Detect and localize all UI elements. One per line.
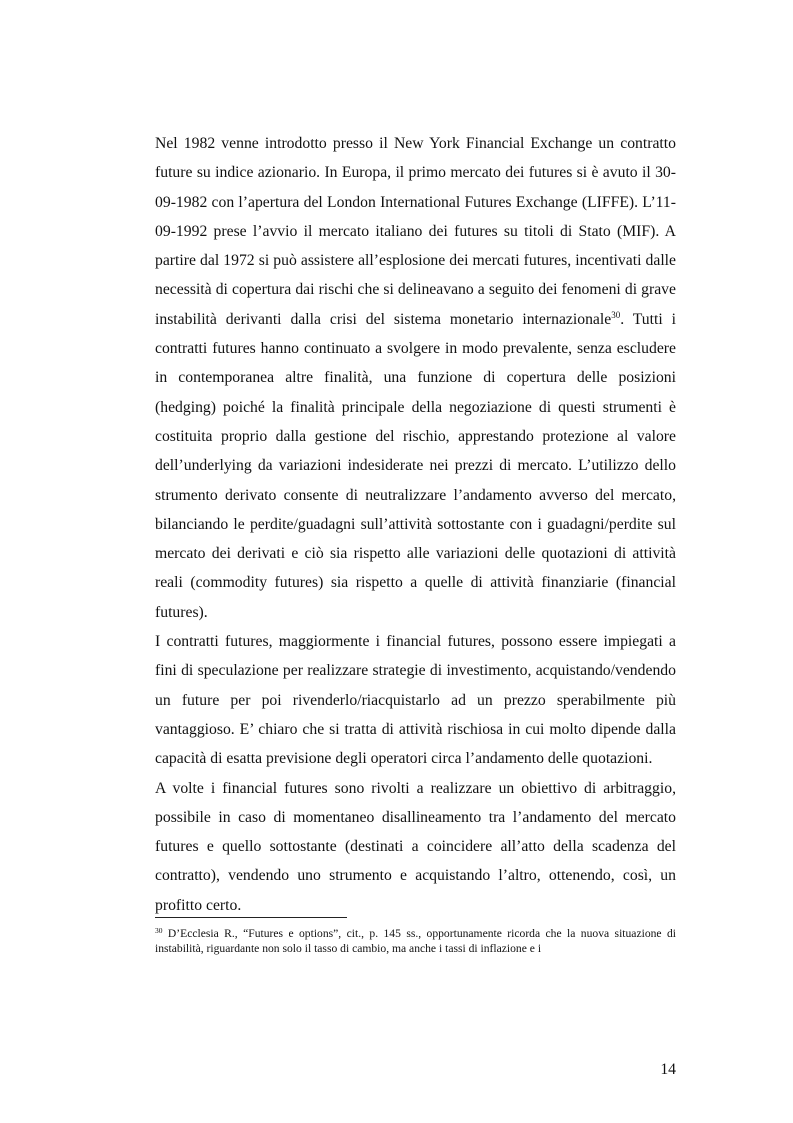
paragraph-3: A volte i financial futures sono rivolti a realizzare un obiettivo di arbitraggio, possibile in caso di momentaneo disallineamento tra l’andamento del mercato futures e quello sottostante (destinati a coincidere all’atto della scadenza del contratto), vendendo uno strumento e acquistando l’altro, ottenendo, così, un profitto certo. [155,779,676,914]
body-text [155,129,676,920]
footnote-reference[interactable]: 30 [611,309,621,320]
paragraph-1-part-1: Nel 1982 venne introdotto presso il New York Financial Exchange un contratto future su indice azionario. In Europa, il primo mercato dei futures si è avuto il 30-09-1982 con l’apertura del London International Futures Exchange (LIFFE). L’11-09-1992 prese l’avvio il mercato italiano dei futures su titoli di Stato (MIF). A partire dal 1972 si può assistere all’esplosione dei mercati futures, incentivati dalle necessità di copertura dai rischi che si delineavano a seguito dei fenomeni di grave instabilità derivanti dalla crisi del sistema monetario internazionale [155,135,676,328]
footnote-number: 30 [155,926,163,935]
footnote [155,926,676,956]
footnote-text: D’Ecclesia R., “Futures e options”, cit., p. 145 ss., opportunamente ricorda che la nuova situazione di instabilità, riguardante non solo il tasso di cambio, ma anche i tassi di inflazione e i [155,927,676,955]
paragraph-2: I contratti futures, maggiormente i financial futures, possono essere impiegati a fini di speculazione per realizzare strategie di investimento, acquistando/vendendo un future per poi rivenderlo/riacquistarlo ad un prezzo sperabilmente più vantaggioso. E’ chiaro che si tratta di attività rischiosa in cui molto dipende dalla capacità di esatta previsione degli operatori circa l’andamento delle quotazioni. [155,633,676,768]
footnote-separator [155,917,347,918]
paragraph-1-part-2: . Tutti i contratti futures hanno continuato a svolgere in modo prevalente, senza escludere in contemporanea altre finalità, una funzione di copertura delle posizioni (hedging) poiché la finalità principale della negoziazione di questi strumenti è costituita proprio dalla gestione del rischio, apprestando protezione al valore dell’underlying da variazioni indesiderate nei prezzi di mercato. L’utilizzo dello strumento derivato consente di neutralizzare l’andamento avverso del mercato, bilanciando le perdite/guadagni sull’attività sottostante con i guadagni/perdite sul mercato dei derivati e ciò sia rispetto alle variazioni delle quotazioni di attività reali (commodity futures) sia rispetto a quelle di attività finanziarie (financial futures). [155,310,676,621]
paragraph-1 [155,129,676,627]
page-number: 14 [660,1061,676,1078]
